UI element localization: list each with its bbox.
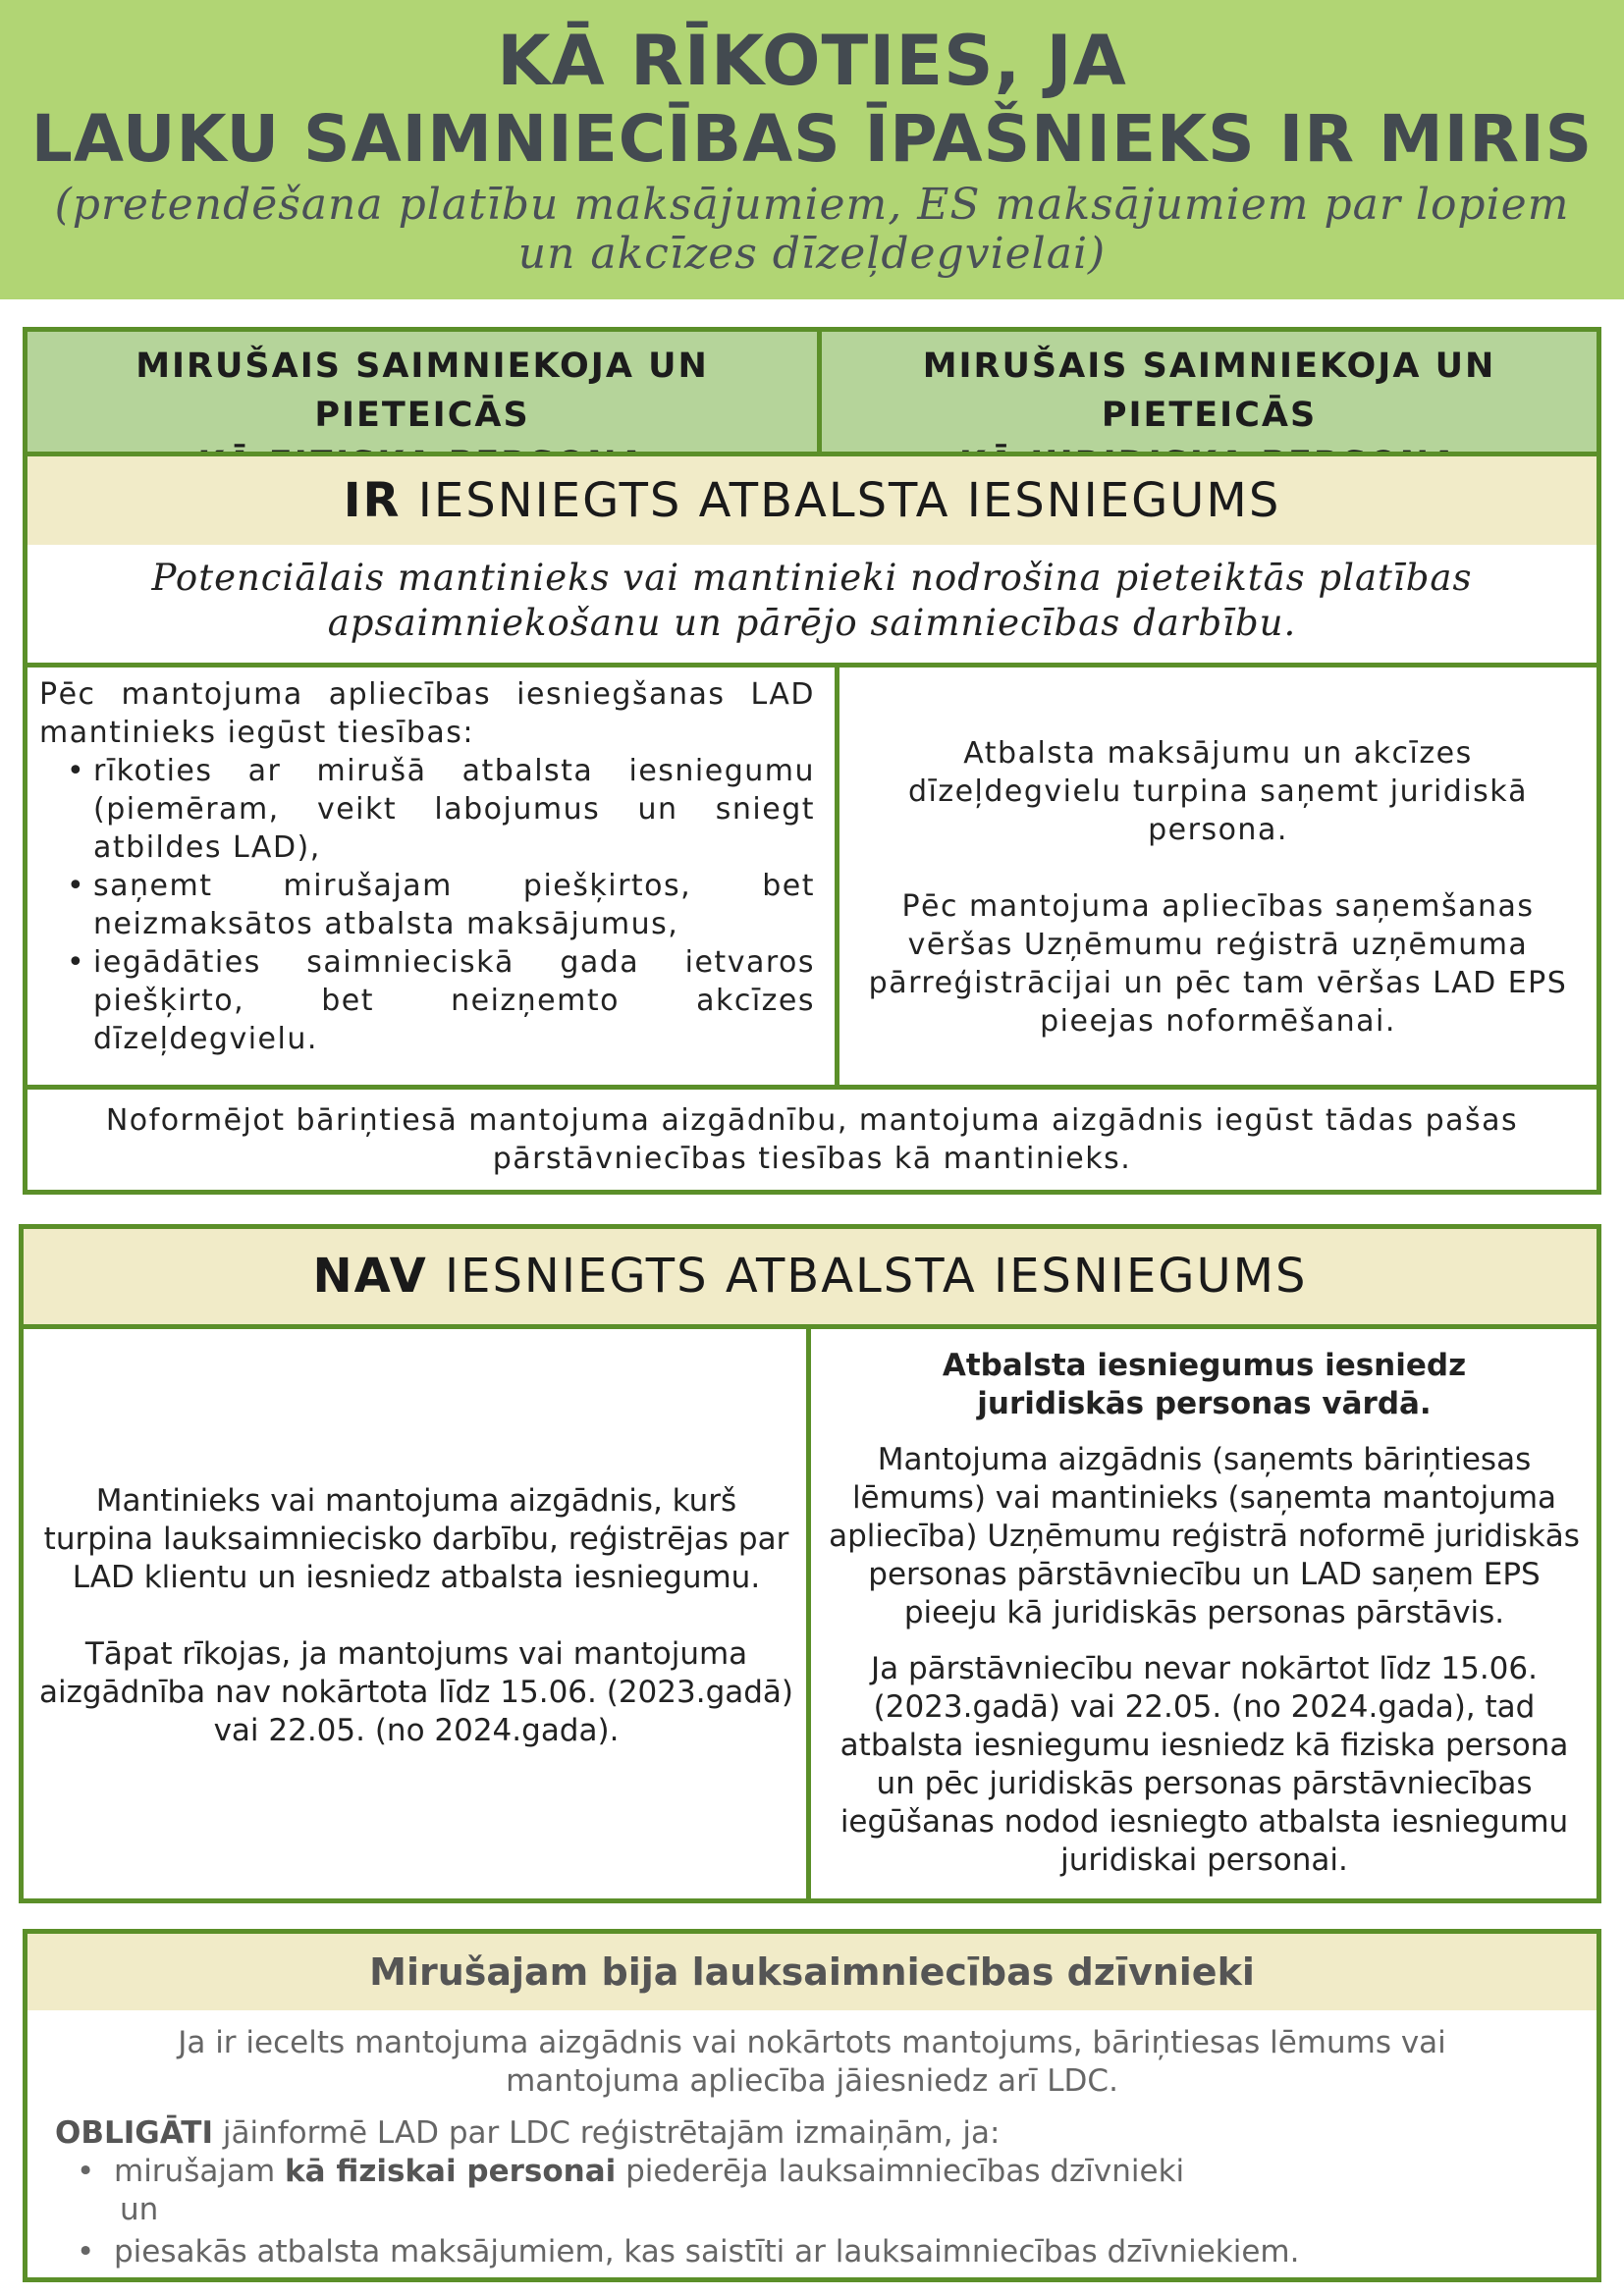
- animals-intro: Ja ir iecelts mantojuma aizgādnis vai nokārtots mantojums, bāriņtiesas lēmums vai mantojuma apliecība jāiesniedz arī LDC.: [178, 2025, 1446, 2099]
- animals-item1-bold: kā fiziskai personai: [285, 2154, 617, 2189]
- animals-oblig-bold: OBLIGĀTI: [55, 2115, 213, 2151]
- not-submitted-left-p1: Mantinieks vai mantojuma aizgādnis, kurš turpina lauksaimniecisko darbību, reģistrējas par LAD klientu un iesniedz atbalsta iesniegumu.: [43, 1483, 789, 1595]
- divider: [27, 663, 1597, 667]
- submitted-note-line-2: apsaimniekošanu un pārējo saimniecības darbību.: [327, 602, 1297, 644]
- animals-item1-tail: un: [120, 2192, 159, 2227]
- column-head-right-line-1: MIRUŠAIS SAIMNIEKOJA UN PIETEICĀS: [922, 347, 1496, 435]
- title-line-1: KĀ RĪKOTIES, JA: [497, 21, 1127, 101]
- list-item: • piesakās atbalsta maksājumiem, kas saistīti ar lauksaimniecības dzīvniekiem.: [55, 2233, 1587, 2271]
- not-submitted-left-p2: Tāpat rīkojas, ja mantojums vai mantojuma aizgādnība nav nokārtota līdz 15.06. (2023.gadā) vai 22.05. (no 2024.gada).: [38, 1636, 794, 1748]
- animals-oblig-text: jāinformē LAD par LDC reģistrētajām izmaiņām, ja:: [212, 2115, 1001, 2151]
- not-submitted-right-content: [819, 1347, 1590, 1880]
- page-header: [0, 0, 1624, 299]
- list-item: • rīkoties ar mirušā atbalsta iesniegumu (piemēram, veikt labojumus un sniegt atbildes LAD),: [39, 752, 815, 867]
- submitted-right-p1: Atbalsta maksājumu un akcīzes dīzeļdegvielu turpina saņemt juridiskā persona.: [907, 736, 1529, 847]
- animals-item1-post: piederēja lauksaimniecības dzīvnieki: [616, 2154, 1185, 2189]
- not-submitted-right-heading: Atbalsta iesniegumus iesniedz juridiskās personas vārdā.: [942, 1348, 1467, 1421]
- column-head-natural-person: [27, 332, 817, 452]
- submitted-right-p2: Pēc mantojuma apliecības saņemšanas vēršas Uzņēmumu reģistrā uzņēmuma pārreģistrācijai un pēc tam vēršas LAD EPS pieejas noformēšanai.: [868, 889, 1568, 1039]
- animals-section: [23, 1929, 1601, 2282]
- submitted-band: [27, 456, 1597, 545]
- list-item: [55, 2153, 1587, 2229]
- column-divider: [835, 667, 839, 1085]
- submitted-right-content: [852, 734, 1584, 1041]
- column-divider: [806, 1324, 811, 1898]
- page-title: [0, 0, 1624, 179]
- animals-list: [55, 2153, 1587, 2271]
- subtitle-line-1: (pretendēšana platību maksājumiem, ES maksājumiem par lopiem: [54, 180, 1570, 230]
- submitted-left-intro: Pēc mantojuma apliecības iesniegšanas LAD mantinieks iegūst tiesības:: [39, 677, 815, 750]
- submitted-note: [27, 556, 1597, 654]
- divider: [27, 1085, 1597, 1090]
- submitted-left-list: [39, 752, 815, 1058]
- not-submitted-left-content: [38, 1482, 794, 1750]
- submitted-section: [23, 327, 1601, 1195]
- animals-obligations: [55, 2114, 1587, 2271]
- submitted-note-line-1: Potenciālais mantinieks vai mantinieki nodrošina pieteiktās platības: [151, 557, 1473, 599]
- not-submitted-band-text: IESNIEGTS ATBALSTA IESNIEGUMS: [427, 1249, 1308, 1304]
- animals-band: Mirušajam bija lauksaimniecības dzīvnieki: [27, 1934, 1597, 2010]
- not-submitted-section: [19, 1224, 1601, 1903]
- list-item: • saņemt mirušajam piešķirtos, bet neizmaksātos atbalsta maksājumus,: [39, 867, 815, 943]
- animals-item1-pre: mirušajam: [114, 2154, 286, 2189]
- submitted-footer: Noformējot bāriņtiesā mantojuma aizgādnību, mantojuma aizgādnis iegūst tādas pašas pārstāvniecības tiesības kā mantinieks.: [105, 1103, 1519, 1176]
- page-subtitle: [0, 181, 1624, 279]
- not-submitted-band: [24, 1229, 1597, 1324]
- not-submitted-band-bold: NAV: [312, 1249, 428, 1304]
- submitted-band-text: IESNIEGTS ATBALSTA IESNIEGUMS: [401, 473, 1281, 528]
- column-head-legal-person: [822, 332, 1597, 452]
- submitted-band-bold: IR: [343, 473, 402, 528]
- subtitle-line-2: un akcīzes dīzeļdegvielai): [517, 229, 1107, 279]
- list-item: • iegādāties saimnieciskā gada ietvaros piešķirto, bet neizņemto akcīzes dīzeļdegvielu.: [39, 943, 815, 1058]
- not-submitted-right-p2: Ja pārstāvniecību nevar nokārtot līdz 15.06. (2023.gadā) vai 22.05. (no 2024.gada), tad atbalsta iesniegumu iesniedz kā fiziska persona un pēc juridiskās personas pārstāvniecības iegūšanas nodod iesniegto atbalsta iesniegumu juridiskai personai.: [839, 1651, 1569, 1878]
- column-divider: [817, 332, 822, 452]
- animals-oblig-line: [55, 2114, 1587, 2153]
- column-head-left-line-1: MIRUŠAIS SAIMNIEKOJA UN PIETEICĀS: [135, 347, 709, 435]
- title-line-2: LAUKU SAIMNIECĪBAS ĪPAŠNIEKS IR MIRIS: [30, 101, 1594, 177]
- not-submitted-right-p1: Mantojuma aizgādnis (saņemts bāriņtiesas lēmums) vai mantinieks (saņemta mantojuma apliecība) Uzņēmumu reģistrā noformē juridiskās personas pārstāvniecību un LAD saņem EPS pieeju kā juridiskās personas pārstāvis.: [829, 1442, 1580, 1630]
- submitted-left-content: [39, 675, 815, 1058]
